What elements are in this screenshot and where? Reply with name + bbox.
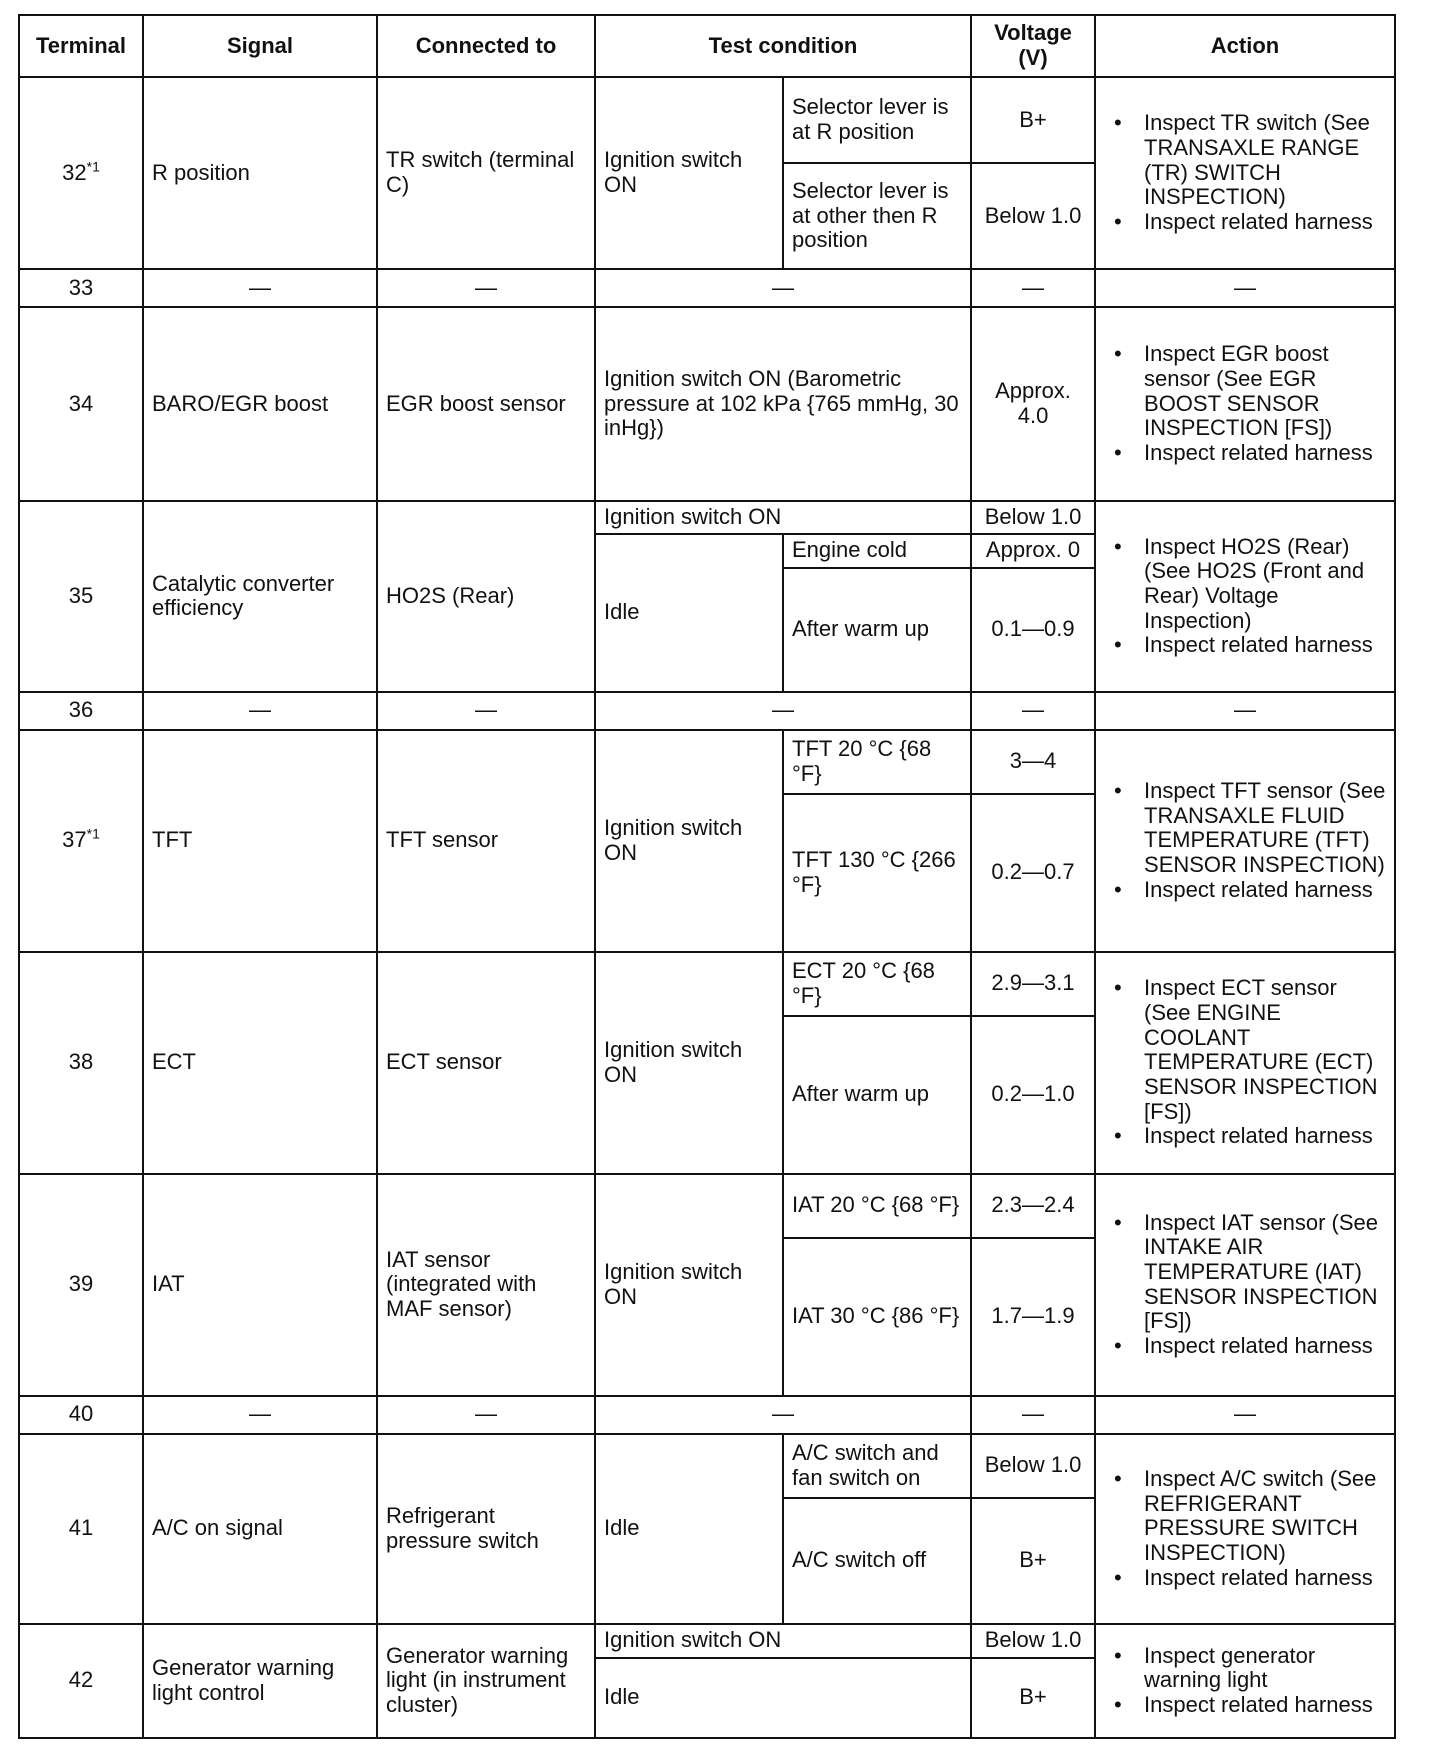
- subcondition-cell: Engine cold: [783, 534, 971, 568]
- action-item: • Inspect TFT sensor (See TRANSAXLE FLUID TEMPERATURE (TFT) SENSOR INSPECTION): [1144, 779, 1386, 878]
- voltage-cell: 2.3—2.4: [971, 1174, 1095, 1238]
- table-row: [19, 1396, 1395, 1434]
- header-action: Action: [1095, 15, 1395, 77]
- action-item: • Inspect ECT sensor (See ENGINE COOLANT TEMPERATURE (ECT) SENSOR INSPECTION [FS]): [1144, 976, 1386, 1124]
- table-row: [19, 501, 1395, 534]
- connected-to-cell: Generator warning light (in instrument cluster): [377, 1624, 595, 1738]
- action-cell: [1095, 952, 1395, 1174]
- voltage-cell: 2.9—3.1: [971, 952, 1095, 1016]
- voltage-cell: —: [971, 269, 1095, 307]
- subcondition-cell: A/C switch off: [783, 1498, 971, 1624]
- table-row: [19, 952, 1395, 1016]
- signal-cell: Catalytic converter efficiency: [143, 501, 377, 692]
- subcondition-cell: TFT 20 °C {68 °F}: [783, 730, 971, 794]
- action-item: • Inspect related harness: [1144, 210, 1386, 235]
- voltage-cell: —: [971, 1396, 1095, 1434]
- table-row: [19, 1434, 1395, 1498]
- header-test-condition: Test condition: [595, 15, 971, 77]
- terminal-cell: 37$^{*1}$: [19, 730, 143, 952]
- voltage-cell: 0.2—1.0: [971, 1016, 1095, 1174]
- subcondition-cell: After warm up: [783, 568, 971, 692]
- condition-cell: —: [595, 692, 971, 730]
- action-item: • Inspect related harness: [1144, 1566, 1386, 1591]
- action-item: • Inspect EGR boost sensor (See EGR BOOST SENSOR INSPECTION [FS]): [1144, 342, 1386, 441]
- voltage-cell: —: [971, 692, 1095, 730]
- voltage-cell: Below 1.0: [971, 163, 1095, 269]
- signal-cell: —: [143, 692, 377, 730]
- terminal-cell: 42: [19, 1624, 143, 1738]
- condition-cell: Idle: [595, 1658, 971, 1738]
- terminal-voltage-table: [18, 14, 1396, 1739]
- terminal-cell: 35: [19, 501, 143, 692]
- voltage-cell: B+: [971, 77, 1095, 163]
- voltage-cell: 1.7—1.9: [971, 1238, 1095, 1396]
- voltage-cell: Below 1.0: [971, 501, 1095, 534]
- voltage-cell: 0.1—0.9: [971, 568, 1095, 692]
- signal-cell: TFT: [143, 730, 377, 952]
- connected-to-cell: —: [377, 269, 595, 307]
- connected-to-cell: —: [377, 1396, 595, 1434]
- voltage-cell: Approx. 0: [971, 534, 1095, 568]
- subcondition-cell: A/C switch and fan switch on: [783, 1434, 971, 1498]
- connected-to-cell: HO2S (Rear): [377, 501, 595, 692]
- header-voltage: Voltage (V): [971, 15, 1095, 77]
- condition-cell: Ignition switch ON (Barometric pressure at 102 kPa {765 mmHg, 30 inHg}): [595, 307, 971, 501]
- action-cell: [1095, 77, 1395, 269]
- action-item: • Inspect related harness: [1144, 1334, 1386, 1359]
- condition-cell: Ignition switch ON: [595, 730, 783, 952]
- condition-cell: —: [595, 269, 971, 307]
- connected-to-cell: Refrigerant pressure switch: [377, 1434, 595, 1624]
- condition-cell: Ignition switch ON: [595, 1174, 783, 1396]
- voltage-cell: 3—4: [971, 730, 1095, 794]
- header-connected-to: Connected to: [377, 15, 595, 77]
- condition-cell: Ignition switch ON: [595, 1624, 971, 1658]
- action-item: • Inspect related harness: [1144, 633, 1386, 658]
- signal-cell: IAT: [143, 1174, 377, 1396]
- subcondition-cell: After warm up: [783, 1016, 971, 1174]
- voltage-cell: 0.2—0.7: [971, 794, 1095, 952]
- subcondition-cell: TFT 130 °C {266 °F}: [783, 794, 971, 952]
- action-item: • Inspect IAT sensor (See INTAKE AIR TEMPERATURE (IAT) SENSOR INSPECTION [FS]): [1144, 1211, 1386, 1334]
- action-item: • Inspect TR switch (See TRANSAXLE RANGE (TR) SWITCH INSPECTION): [1144, 111, 1386, 210]
- action-cell: —: [1095, 269, 1395, 307]
- action-cell: —: [1095, 1396, 1395, 1434]
- header-terminal: Terminal: [19, 15, 143, 77]
- table-row: [19, 730, 1395, 794]
- terminal-cell: 39: [19, 1174, 143, 1396]
- connected-to-cell: —: [377, 692, 595, 730]
- voltage-cell: Approx. 4.0: [971, 307, 1095, 501]
- action-cell: [1095, 1174, 1395, 1396]
- action-cell: [1095, 307, 1395, 501]
- terminal-cell: 38: [19, 952, 143, 1174]
- connected-to-cell: TR switch (terminal C): [377, 77, 595, 269]
- terminal-cell: 36: [19, 692, 143, 730]
- condition-cell: Idle: [595, 534, 783, 692]
- signal-cell: A/C on signal: [143, 1434, 377, 1624]
- action-cell: [1095, 1624, 1395, 1738]
- signal-cell: —: [143, 269, 377, 307]
- action-item: • Inspect related harness: [1144, 1124, 1386, 1149]
- signal-cell: Generator warning light control: [143, 1624, 377, 1738]
- action-item: • Inspect related harness: [1144, 1693, 1386, 1718]
- action-cell: [1095, 501, 1395, 692]
- header-row: [19, 15, 1395, 77]
- condition-cell: Idle: [595, 1434, 783, 1624]
- table-row: [19, 307, 1395, 501]
- table-row: [19, 77, 1395, 163]
- subcondition-cell: IAT 20 °C {68 °F}: [783, 1174, 971, 1238]
- subcondition-cell: Selector lever is at other then R position: [783, 163, 971, 269]
- terminal-cell: 34: [19, 307, 143, 501]
- condition-cell: Ignition switch ON: [595, 77, 783, 269]
- voltage-cell: Below 1.0: [971, 1624, 1095, 1658]
- connected-to-cell: ECT sensor: [377, 952, 595, 1174]
- action-cell: —: [1095, 692, 1395, 730]
- table-row: [19, 1624, 1395, 1658]
- connected-to-cell: EGR boost sensor: [377, 307, 595, 501]
- signal-cell: BARO/EGR boost: [143, 307, 377, 501]
- action-item: • Inspect related harness: [1144, 878, 1386, 903]
- condition-cell: —: [595, 1396, 971, 1434]
- subcondition-cell: Selector lever is at R position: [783, 77, 971, 163]
- terminal-cell: 33: [19, 269, 143, 307]
- action-item: • Inspect HO2S (Rear) (See HO2S (Front and Rear) Voltage Inspection): [1144, 535, 1386, 634]
- action-cell: [1095, 1434, 1395, 1624]
- voltage-cell: B+: [971, 1658, 1095, 1738]
- action-item: • Inspect A/C switch (See REFRIGERANT PRESSURE SWITCH INSPECTION): [1144, 1467, 1386, 1566]
- table-row: [19, 692, 1395, 730]
- action-item: • Inspect related harness: [1144, 441, 1386, 466]
- terminal-cell: 32$^{*1}$: [19, 77, 143, 269]
- terminal-voltage-table-page: [18, 14, 1394, 1739]
- table-row: [19, 269, 1395, 307]
- voltage-cell: B+: [971, 1498, 1095, 1624]
- connected-to-cell: TFT sensor: [377, 730, 595, 952]
- table-row: [19, 1174, 1395, 1238]
- signal-cell: ECT: [143, 952, 377, 1174]
- action-cell: [1095, 730, 1395, 952]
- subcondition-cell: IAT 30 °C {86 °F}: [783, 1238, 971, 1396]
- voltage-cell: Below 1.0: [971, 1434, 1095, 1498]
- connected-to-cell: IAT sensor (integrated with MAF sensor): [377, 1174, 595, 1396]
- signal-cell: —: [143, 1396, 377, 1434]
- terminal-cell: 40: [19, 1396, 143, 1434]
- subcondition-cell: ECT 20 °C {68 °F}: [783, 952, 971, 1016]
- terminal-cell: 41: [19, 1434, 143, 1624]
- condition-cell: Ignition switch ON: [595, 952, 783, 1174]
- action-item: • Inspect generator warning light: [1144, 1644, 1386, 1693]
- condition-cell: Ignition switch ON: [595, 501, 971, 534]
- header-signal: Signal: [143, 15, 377, 77]
- signal-cell: R position: [143, 77, 377, 269]
